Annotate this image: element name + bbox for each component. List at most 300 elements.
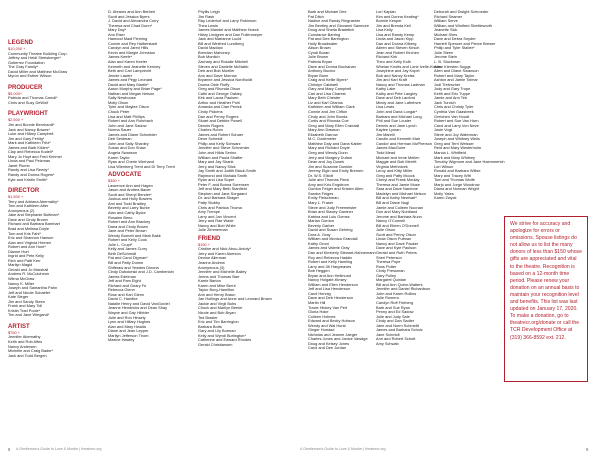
footer-left-text: A Gentleman's Guide to Love & Murder | theatrecr.org <box>16 447 102 451</box>
donor-name: Carol Hennig <box>308 290 331 296</box>
donor-name: Nancy Andersen <box>8 343 37 349</box>
donor-name: James and Robert Schaer <box>198 131 244 137</box>
donor-name: Theresa and Chad Dunn* <box>108 22 153 28</box>
donor-name: Ronald and Barbara Wiltse <box>434 168 481 174</box>
donor-name: Lori Kaplan <box>376 9 396 14</box>
donor-name: Rich and Patti Kerr <box>8 257 41 263</box>
donor-name: Dan and Donna Kilberg <box>376 40 417 46</box>
donation-notice-text: We strive for accuracy and apologize for errors or omissions. Spouse listings do not allow us to list the many donors of less than $150 whose gifts are appreciated and vital to the theatre. Recognition is based on a 12-month time period. Please renew your donation on an annual basis to maintain your recognition level and benefits. This list was last updated on January 17, 2020. To make a donation, go to theatrecr.org/donate or call the TCR Development Office at (319) 366-8592 ext. 212. <box>510 221 582 341</box>
donor-name: Bob and Nancy Kreiss <box>376 72 415 78</box>
donor-name: Diane and Jean Lepper <box>108 328 149 334</box>
donor-name: Ann and Henry Braun <box>198 291 236 297</box>
friend-range: $150 + <box>198 241 211 247</box>
donor-name: Allen and Diane Swanson <box>434 68 479 74</box>
donor-name: David and Susan Gehring <box>308 227 353 233</box>
donor-name: Curtis and Rhonda Coe <box>308 118 349 124</box>
donor-name: Clay and Rebecca Kodell* <box>8 149 54 155</box>
donor-name: Jim and Suzanne Dunkler <box>308 163 353 169</box>
playwright-range: $2,500 + <box>8 117 24 123</box>
donor-name: Luke and Hillary Campbell <box>8 131 54 137</box>
friend-heading: FRIEND <box>198 235 221 242</box>
donor-name: Raymond and Mahala Smith <box>198 172 248 178</box>
donor-name: Greg and Mary Ellen Crandall <box>308 122 360 128</box>
donor-name: Chuck Peter <box>108 109 130 115</box>
donor-name: Ann and Dave Morrow <box>198 72 237 78</box>
donor-name: Jack and Nancy Bowes* <box>8 126 50 132</box>
donor-name: Wilma McGraw <box>8 275 35 281</box>
donor-name: Kathy Lake <box>376 86 396 92</box>
donor-name: Jennifer and Daniel Richardson <box>376 286 431 292</box>
donor-name: Jim Rash <box>198 13 215 19</box>
donor-name: Chuck and Marilyn Beeler <box>198 305 243 311</box>
donor-name: James and Barb Kiklen* <box>8 144 50 150</box>
donor-name: Michael Sims <box>434 31 458 37</box>
donor-name: Marcia L. Whitfield <box>434 149 466 155</box>
donor-name: Dianne Hurt <box>8 248 29 254</box>
donor-name: Richard and Barbara Barnhart <box>8 221 60 227</box>
donor-name: Barb and Michael Dee <box>308 9 347 14</box>
donor-name: Jim and Sandy Steen <box>8 298 45 304</box>
col5-list <box>376 9 442 346</box>
donor-name: Carl and Lisa Charest <box>308 90 346 96</box>
donor-name: Julie Zimmerman <box>198 227 228 233</box>
donor-name: M.C. Dodemeier <box>308 136 337 142</box>
donor-name: William Serve <box>434 18 458 24</box>
donor-name: Jeff and Lisa Henderson <box>308 286 351 292</box>
donor-name: Tyler and Maylee Olson <box>108 104 149 110</box>
donor-name: Cindy Pickens <box>198 109 223 115</box>
donor-name: Bob Montich <box>198 54 220 60</box>
donor-name: Deb and Bob Moeller <box>198 68 235 74</box>
column-2 <box>108 10 176 343</box>
donor-name: Ginger Hurstad <box>308 327 335 333</box>
donor-name: Patricia Bryan <box>308 59 333 65</box>
donor-name: Kristin Trad Poole* <box>8 307 41 313</box>
donor-name: Eric and Shannon Hanson <box>8 235 54 241</box>
donor-name: Gerald and Ruth Peters <box>376 249 417 255</box>
donor-name: Dennis and Jane Lynch <box>376 122 417 128</box>
donor-name: Kevin and Margie Johnston <box>108 49 156 55</box>
donor-name: Patty Stubby <box>198 199 221 205</box>
donor-name: Jane and Norm Schmidtt <box>376 322 419 328</box>
donor-name: Kathleen and William Clark <box>308 104 355 110</box>
donor-name: Timothy Wigmore and Jane Haemmerich <box>434 159 505 165</box>
donor-name: Cindy and John Bonda <box>308 113 348 119</box>
donor-name: Phyllis Leigh <box>198 9 220 14</box>
donor-name: Marian Gordon <box>308 218 334 224</box>
donor-name: Josephine and Jay Kopel <box>376 68 420 74</box>
donor-name: Mary Jo Hoyt and Fred Kimmel <box>8 153 62 159</box>
donor-name: Mary and Richard Doyle <box>308 145 350 151</box>
donor-name: Nancy Holgate-Kinsey <box>308 277 347 283</box>
donor-name: Jeff and Mary Beth Stanfield <box>198 186 247 192</box>
donor-name: Julie Brown <box>308 54 329 60</box>
donor-name: Sally Newhouse <box>108 95 136 101</box>
donor-name: Kelly and Wyndi Burlington* <box>198 332 246 338</box>
advocate-heading: ADVOCATE <box>108 172 142 179</box>
donor-name: Bill and Ann Quinn-Watters <box>376 281 423 287</box>
donor-name: Keith and Rob Alfes <box>8 338 43 344</box>
donor-name: Jim Bentley and Giovanni Sanmore <box>308 22 369 28</box>
donor-name: Dr. and Barbara Skager <box>198 195 239 201</box>
donor-name: Whelan Knotts and Lorie Ivelle-Knotts <box>376 63 442 69</box>
donor-name: Dave and Donna Buchanan <box>308 63 356 69</box>
advocate-list <box>108 184 176 343</box>
donor-name: Penny and Ed Sadow <box>376 309 414 315</box>
donor-name: Zachary and Rosalie Mitchell <box>198 59 248 65</box>
donor-name: Pat and Dee Barrington <box>308 36 349 42</box>
donor-name: Holly Broadwater <box>308 40 338 46</box>
donor-name: Karen Taylor <box>108 154 130 160</box>
donor-name: Lisa and Randy Kemp <box>376 31 415 37</box>
donor-name: Maggie and Bob Merritt <box>376 159 417 165</box>
donor-name: Kathy and Pete Langley <box>376 90 418 96</box>
legend-range: $10,000 + <box>8 46 26 51</box>
donor-name: Wendy Burnett and Mark Bakk <box>108 232 161 238</box>
donor-name: Lawrence Ann and Hagen <box>108 182 153 188</box>
donor-name: Peter F. and Bonna Sorensen <box>198 181 250 187</box>
donor-name: Kyle and Kristin Smith* <box>8 176 48 182</box>
donor-name: Brendan Mahoney <box>198 49 230 55</box>
donor-name: Mary Day* <box>108 27 127 33</box>
donor-name: Bob Heggen <box>308 268 330 274</box>
donor-name: Nancy K. Miller <box>8 280 35 286</box>
donor-name: Dave and Deb Henderson <box>308 295 353 301</box>
donor-name: Michelle and Craig Bader* <box>8 348 54 354</box>
donor-name: Madelyn and Michael Nelson <box>376 190 426 196</box>
donor-name: Tracie Hickey Van Pelt <box>308 304 347 310</box>
donor-name: Jay Smith and Judith Black-Smith <box>198 168 256 174</box>
donor-name: Robert and Kelly Hamling <box>308 259 353 265</box>
donor-name: Linda Olson Putman <box>376 236 412 242</box>
donor-name: Robert and Kelly Cook <box>108 237 147 243</box>
donor-name: Molly Olson <box>108 99 129 105</box>
donor-name: Larry and Jill Hargreaves <box>308 263 352 269</box>
column-3 <box>198 9 272 347</box>
donor-name: James Edelman <box>108 273 136 279</box>
donor-name: David and Mary Martin* <box>108 81 149 87</box>
donor-name: Andrew R. McCutcheon <box>8 271 50 277</box>
donor-name: Jeanne Andrew <box>198 259 225 265</box>
donor-name: Denise Allerman <box>198 255 227 261</box>
donor-name: Jake and Stephanie Bultman* <box>8 212 60 218</box>
donor-name: Martin Hill <box>308 300 326 305</box>
donor-name: Jack Turcich <box>434 99 456 105</box>
donor-name: Phil and Sue Louder <box>376 118 412 124</box>
donor-name: Alan and Karen Keeler <box>108 59 148 65</box>
donor-name: James MacGuire <box>376 145 406 151</box>
donor-name: Nancy and Thomas Ladman <box>376 81 425 87</box>
donor-name: Constance Barring <box>308 31 341 37</box>
donor-name: Greg and Rhonda Olson <box>198 86 241 92</box>
donor-name: Kate Sieger <box>8 294 29 300</box>
donor-name: Richard Seamer <box>434 13 463 19</box>
donor-name: Bill and Diane Nogl <box>376 199 410 205</box>
donor-name: Nancy and Bob White <box>198 222 236 228</box>
donor-name: Jackie and Virgil Bubs <box>198 300 237 306</box>
donor-name: Dean and Joy Dusek <box>308 159 345 165</box>
donor-name: Myron and Esther Wilson <box>8 73 52 79</box>
donor-name: Lori Wilson <box>434 163 454 169</box>
donor-name: Steve and Joy Waterman <box>434 131 478 137</box>
donor-name: Nancy and Dave Pauker <box>376 240 419 246</box>
donor-name: Dave and Debra Snyder <box>434 36 476 42</box>
donor-name: Community Theatre Building Corp. <box>8 50 68 56</box>
donor-name: Jerry and Karen Akerson <box>198 250 241 256</box>
donor-name: Nicole and Bob Bryan <box>198 310 236 315</box>
donor-name: Ami and Todd Bradley <box>108 200 146 206</box>
director-list <box>8 200 58 318</box>
donor-name: James and Diane Schneider <box>108 131 157 137</box>
donor-name: John and Dana Longar* <box>376 109 418 115</box>
page-number-right: 9 <box>586 447 589 452</box>
donor-name: David C. Hardtke <box>108 296 138 302</box>
donor-name: Greg and Patty Moock <box>376 172 415 178</box>
donor-name: Jerry and Margery Dutton <box>308 154 353 160</box>
donor-name: Gerald Christiansen <box>198 341 233 347</box>
donor-name: Jim and Bonnie Bernhardt* <box>8 122 55 128</box>
donor-name: Anonymous (3) <box>198 264 225 270</box>
donor-name: Beverly Garber <box>308 222 335 228</box>
donor-name: Beverly and Larry Burke <box>108 205 150 211</box>
legend-heading: LEGEND <box>8 40 34 46</box>
donor-name: Jeanette Sick <box>434 27 458 33</box>
donor-name: Gretchen Van Houdt <box>434 113 470 119</box>
donor-name: Rebecca Glenn <box>108 287 135 293</box>
donor-name: Tom and Kathleen Alter <box>8 203 49 209</box>
donor-name: Steve and Judy Freemeister <box>308 204 357 210</box>
donor-name: Greg and Terri Weisser <box>434 140 474 146</box>
donor-name: Scott and Jessica Byers <box>108 13 150 19</box>
donor-name: Marilyn Jefferson Thom <box>108 332 149 338</box>
donor-name: Karen and Mike Bernt <box>198 282 236 288</box>
donor-name: Richard Kirk <box>376 54 398 60</box>
donor-name: Gerald and Jo Marshall <box>8 266 49 272</box>
donor-name: Julie and Judy Sale <box>376 313 410 319</box>
donor-name: Pat and Carol Digman* <box>108 255 148 261</box>
donor-name: Hilary Lindgren and Dan Fullenmeyer <box>198 31 263 37</box>
donor-name: Jim Marelli <box>376 131 395 137</box>
donor-name: Stuart and Debbie Powell <box>198 118 242 124</box>
donor-name: Bill and Kathy Newhart* <box>376 195 417 201</box>
donor-name: Carol and Larry Von Neve <box>434 122 479 128</box>
donor-name: Kelly and James Curry <box>108 246 148 252</box>
donor-name: Rose and Karl Glenn <box>108 291 145 297</box>
donor-name: Julie Olson <box>376 227 396 233</box>
donor-name: The Gray Family* <box>8 64 39 70</box>
donor-name: Lynn and Hillary Hughes <box>108 319 151 325</box>
donor-name: Kathy Groot <box>308 240 329 246</box>
donor-name: Ross Potter <box>376 263 397 269</box>
donor-name: Michael and Irene Mellen <box>376 154 420 160</box>
donor-name: Judy and Gary Trope <box>434 86 471 92</box>
advocate-range: $350 + <box>108 178 121 184</box>
donor-name: William and Winifred Shettleworth <box>434 22 493 28</box>
donor-name: Christyn Caldwell <box>308 81 339 87</box>
donor-name: Dennis Rogers <box>198 122 224 128</box>
donor-name: Jack and Todd Bergen <box>8 352 47 358</box>
donor-name: Joseph and Samantha Pahn <box>8 285 58 291</box>
donor-name: Marjo and Jorge Woodrow <box>434 181 480 187</box>
donor-name: John and Jane Sadow <box>108 122 147 128</box>
donor-name: Carolyn Ruff Frieberg <box>376 300 414 305</box>
donor-name: Dora A. Gray <box>308 231 331 237</box>
donor-name: Julie and Thomas Fleck <box>308 177 350 183</box>
donor-name: Bill and Winifred Lundberg <box>198 40 244 46</box>
donor-name: Jennifer and Steve Schnerder <box>198 145 250 151</box>
donor-name: Robert and Sue Van Horn <box>434 118 479 124</box>
donor-name: Jim and Gary Fehlig* <box>8 135 45 141</box>
donor-name: Kim and Donna Keating* <box>376 13 419 19</box>
col4-list <box>308 9 376 351</box>
donor-name: Susan and Don Shaw <box>108 145 146 151</box>
donor-name: Tom and Kris Fahl* <box>8 230 41 236</box>
donor-name: Dave and Cindy Brown <box>8 216 48 222</box>
col6-list <box>434 9 505 201</box>
donor-name: Dave and Deb Lanford <box>376 95 416 101</box>
donor-name: Virginia Methnicek <box>376 163 408 169</box>
donor-name: Jodi Trefzscher <box>434 81 461 87</box>
donor-name: Ann Eiser <box>108 31 125 37</box>
donor-name: Josie Vogt <box>434 127 452 133</box>
donor-name: Terry and Adriana Abernathy* <box>8 198 59 204</box>
donor-name: Leroy and Kitty Miller <box>376 168 413 174</box>
col2-list <box>108 10 176 169</box>
donor-name: Todd Mead <box>376 149 396 155</box>
donor-name: Catherine and Edward Rhodes <box>198 337 252 343</box>
donor-name: Gary Pulley <box>376 272 397 278</box>
donor-name: Beth and Carl Lamprecht <box>108 68 152 74</box>
donor-name: Taylor Borg-Hamilton <box>198 287 235 293</box>
donor-name: Anonymous (2) <box>8 207 35 213</box>
donor-name: David Maddox <box>198 45 223 51</box>
donor-name: Steven and Danielle McNabb <box>198 63 249 69</box>
donor-name: Ryan and Lisa Soper <box>198 177 235 183</box>
donor-name: Wayne and Gay Hibbler <box>108 310 150 315</box>
donor-name: Philip and Tyler Staber* <box>434 45 475 51</box>
donor-name: Jean and Robert Kirchen <box>376 49 420 55</box>
donor-name: Ashton and Jamie Tolmar <box>434 77 478 83</box>
donor-name: D. Abrams and Ann Berberi <box>108 9 156 14</box>
column-6 <box>434 9 505 201</box>
donor-name: Bill and Patty Dumm <box>108 259 144 265</box>
donor-name: Ingrid and Pete Kelly <box>8 253 44 259</box>
donor-name: Marilyn Magid <box>8 262 33 268</box>
director-heading: DIRECTOR <box>8 188 40 195</box>
donor-name: Brian and Stacey Gardner <box>308 209 353 215</box>
artist-heading: ARTIST <box>8 323 30 330</box>
donor-name: J. David and Alexandra Corry <box>108 18 159 24</box>
donor-name: Tom and Thomas Wolfe <box>434 177 475 183</box>
donor-name: Mindy and Jane Lafrebvre <box>376 99 421 105</box>
donor-name: William and Ellen Henderson <box>308 281 358 287</box>
donor-name: Mary and Tracey Witt <box>434 172 471 178</box>
donor-name: Jeremy Elgin and Emily Bremen <box>308 168 364 174</box>
donor-name: Stephen and Jane Sorgaard <box>198 190 247 196</box>
donor-name: Doug and Kelsey Jones <box>308 340 350 346</box>
donor-name: Keith and Eric Tuppe <box>434 90 471 96</box>
donor-name: Cindy Pressman <box>376 268 405 274</box>
donor-name: Eric and Tim Barrington <box>198 319 239 325</box>
donor-name: Lisa and Matt Phillips <box>108 113 145 119</box>
donor-name: Jerry and Nancy Slick <box>198 163 236 169</box>
playwright-list <box>8 122 62 182</box>
donor-name: Carolyn and Jared Hills <box>108 45 149 51</box>
donor-name: John and Sally Shanley <box>108 140 149 146</box>
donor-name: Connie and Jim Clifton <box>308 109 348 115</box>
donor-name: Barbara and Michael Long <box>376 113 422 119</box>
donor-name: Scott and Sheryl Bender* <box>108 191 152 197</box>
donor-name: Theresa Pope <box>376 259 401 265</box>
donor-name: Frank and Mary Toll <box>8 303 43 309</box>
donor-name: Julie Romero <box>376 295 399 301</box>
donor-name: Norma Sauer <box>108 127 132 133</box>
donor-name: Chris and Christy Tyler <box>434 104 474 110</box>
donor-name: Deb Seldman <box>108 136 132 142</box>
donor-name: Emily Fleischman <box>308 195 339 201</box>
donor-name: Scott and Penny Olson <box>376 231 416 237</box>
donor-name: Ann and Robert Schutt <box>376 336 416 342</box>
donor-name: Dan and Penny Rogers <box>198 113 239 119</box>
donor-name: Roy and Rebecca Haddix <box>308 254 353 260</box>
donor-name: Karrie Barton <box>198 278 221 284</box>
donor-name: Richard and Geary Fe <box>108 282 147 288</box>
donor-name: Joshua and Holly Bowers <box>108 196 152 202</box>
donor-name: Kaylee Lyman <box>376 127 401 133</box>
donor-name: Gordon Felger and Kristen Allen <box>308 186 364 192</box>
donor-name: Pat Ditch <box>308 13 324 19</box>
donor-name: Randy and Lisa Reedy* <box>8 167 49 173</box>
donor-name: Barbara Botts <box>198 323 222 329</box>
donor-name: Carol and Dee Jordan <box>308 345 347 351</box>
donor-name: Gary and Lily Burman <box>198 328 236 334</box>
donor-name: Wendy and Wal Hurst <box>308 322 346 328</box>
donor-name: Robert and Ann Rohrbach <box>108 118 153 124</box>
donor-name: Bonnie Kesper <box>376 18 402 24</box>
donor-name: Julie L. Crupt* <box>108 241 133 247</box>
donor-name: Anthony Bucino <box>308 68 336 74</box>
producer-heading: PRODUCER <box>8 84 43 91</box>
director-range: $1,500 + <box>8 194 24 200</box>
donor-name: Nancy O'Connell <box>376 218 406 224</box>
donor-name: Theo and Kelly Kolb <box>376 59 411 65</box>
donor-name: John and Hilda Serino <box>198 149 237 155</box>
donor-name: Linda and Jason Kipp <box>376 36 414 42</box>
producer-range: $5,000+ <box>8 90 23 96</box>
donor-name: Dene Schmidt <box>198 136 223 142</box>
donor-name: Jennifer and Michelle Bailey <box>198 269 247 275</box>
donor-name: Jenna and Thomas Barr <box>198 273 240 279</box>
donor-name: Matthew Daly and Dana Kabler <box>308 140 362 146</box>
donor-name: Jamie and Colleen Noonan <box>376 204 423 210</box>
donor-name: Linda and Paul Pelzman <box>8 158 51 164</box>
donor-name: James Mandel and Matthew Hoeck <box>198 27 259 33</box>
donor-name: Mary and Jay Shank <box>198 159 234 165</box>
donor-name: Greg and Wendy Dunn <box>308 149 348 155</box>
donor-name: Joseph and Whitney Wells <box>434 136 480 142</box>
donor-name: Jeff and Pam Eight <box>108 278 141 284</box>
donor-name: Gutierrez Foundation <box>8 59 45 65</box>
donor-name: Deborah and Dwight Schroeder <box>434 9 489 14</box>
donor-name: Bryan Bunn <box>308 72 329 78</box>
donor-name: William and Monica Grandall <box>308 236 358 242</box>
donor-name: Theresa and Jamie Muse <box>376 181 420 187</box>
column-4 <box>308 9 376 351</box>
donor-name: Alison Brown <box>308 45 331 51</box>
donor-name: Rosalee Beno <box>108 214 133 220</box>
donor-name: Patricia and Thomas Carroll* <box>8 95 58 101</box>
donor-name: Cristine and Nick Abou-Antoly* <box>198 246 251 252</box>
